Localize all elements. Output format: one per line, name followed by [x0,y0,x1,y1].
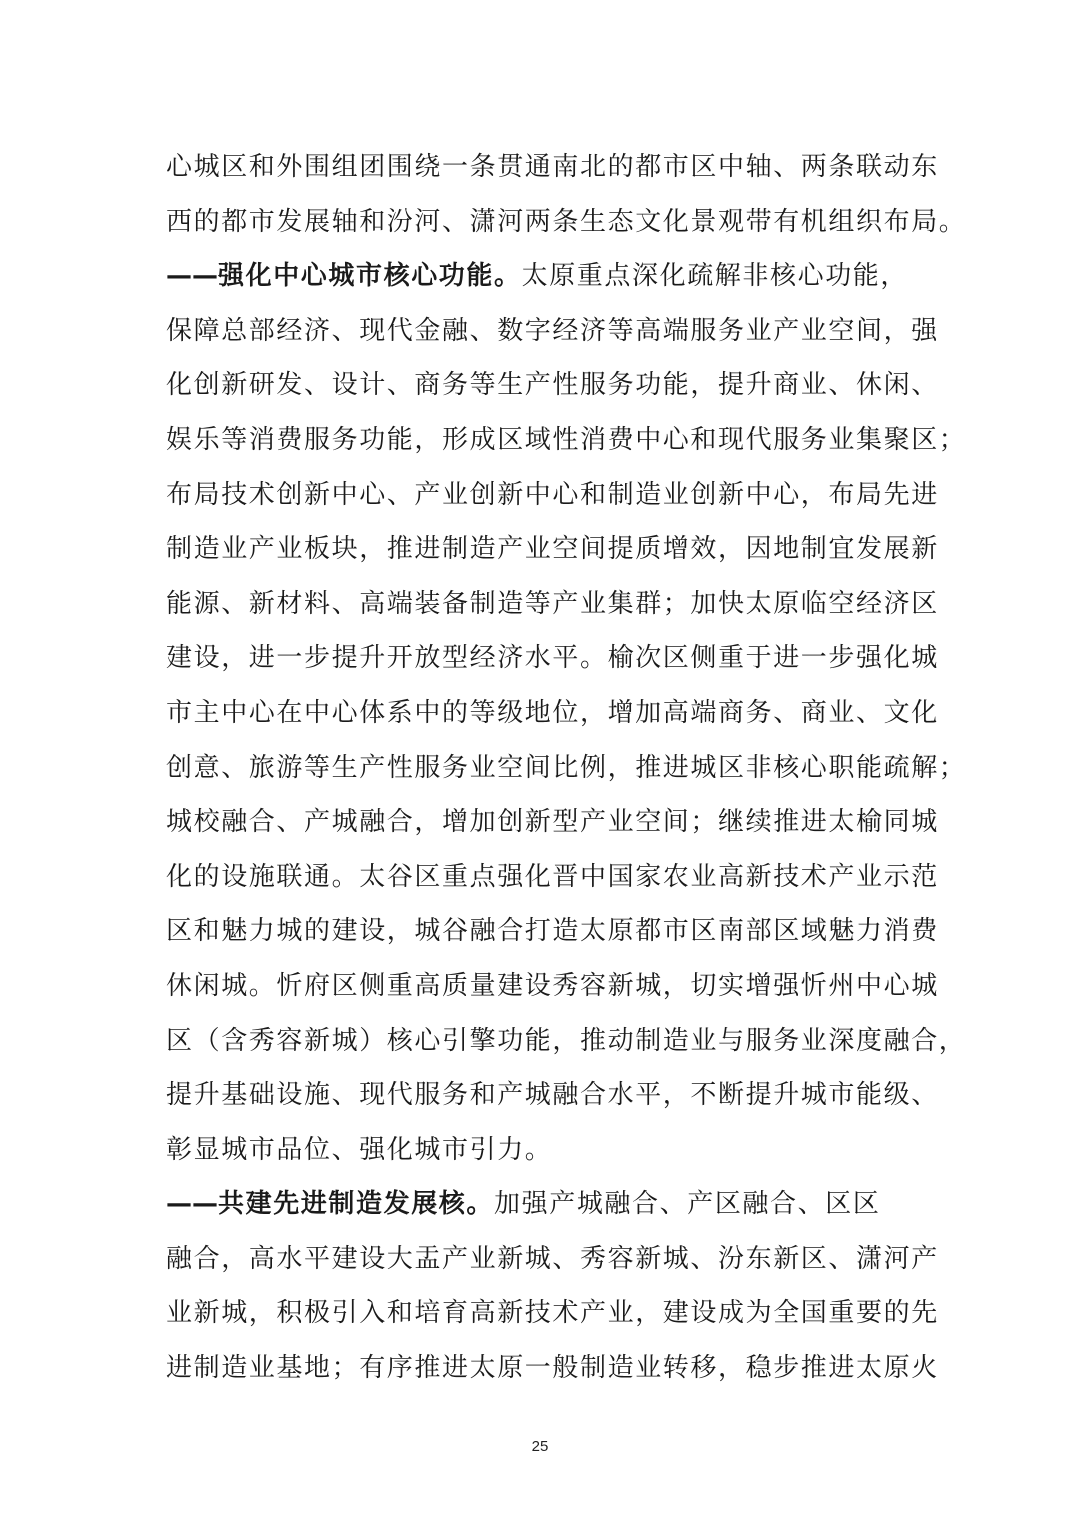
text-line: 融合，高水平建设大盂产业新城、秀容新城、汾东新区、潇河产 [166,1243,939,1274]
em-dash-lead: —— [166,1189,218,1220]
section-heading-line [166,249,926,304]
document-body [166,140,967,1396]
text-line: 娱乐等消费服务功能，形成区域性消费中心和现代服务业集聚区； [166,424,967,455]
text-line: 创意、旅游等生产性服务业空间比例，推进城区非核心职能疏解； [166,752,967,783]
text-line: 区和魅力城的建设，城谷融合打造太原都市区南部区域魅力消费 [166,916,939,947]
text-line: 休闲城。忻府区侧重高质量建设秀容新城，切实增强忻州中心城 [166,970,939,1001]
text-line: 制造业产业板块，推进制造产业空间提质增效，因地制宜发展新 [166,534,939,565]
text-run: 太原重点深化疏解非核心功能， [521,261,909,292]
text-line: 进制造业基地；有序推进太原一般制造业转移，稳步推进太原火 [166,1353,939,1384]
text-line: 城校融合、产城融合，增加创新型产业空间；继续推进太榆同城 [166,807,939,838]
text-run: 加强产城融合、产区融合、区区 [494,1189,881,1220]
text-line: 彰显城市品位、强化城市引力。 [166,1134,553,1165]
page-number: 25 [531,1438,549,1455]
text-line: 化创新研发、设计、商务等生产性服务功能，提升商业、休闲、 [166,370,939,401]
text-line: 区（含秀容新城）核心引擎功能，推动制造业与服务业深度融合， [166,1025,967,1056]
text-line: 能源、新材料、高端装备制造等产业集群；加快太原临空经济区 [166,588,939,619]
text-line: 业新城，积极引入和培育高新技术产业，建设成为全国重要的先 [166,1298,939,1329]
section-heading-line [166,1177,926,1232]
section-heading: 强化中心城市核心功能。 [218,261,522,292]
text-line: 建设，进一步提升开放型经济水平。榆次区侧重于进一步强化城 [166,643,939,674]
text-line: 化的设施联通。太谷区重点强化晋中国家农业高新技术产业示范 [166,861,939,892]
text-line: 保障总部经济、现代金融、数字经济等高端服务业产业空间，强 [166,315,939,346]
text-line: 提升基础设施、现代服务和产城融合水平，不断提升城市能级、 [166,1080,939,1111]
text-line: 布局技术创新中心、产业创新中心和制造业创新中心，布局先进 [166,479,939,510]
text-line: 市主中心在中心体系中的等级地位，增加高端商务、商业、文化 [166,697,939,728]
section-heading: 共建先进制造发展核。 [218,1189,495,1220]
text-line: 心城区和外围组团围绕一条贯通南北的都市区中轴、两条联动东 [166,152,939,182]
em-dash-lead: —— [166,261,218,292]
text-line: 西的都市发展轴和汾河、潇河两条生态文化景观带有机组织布局。 [166,206,967,237]
